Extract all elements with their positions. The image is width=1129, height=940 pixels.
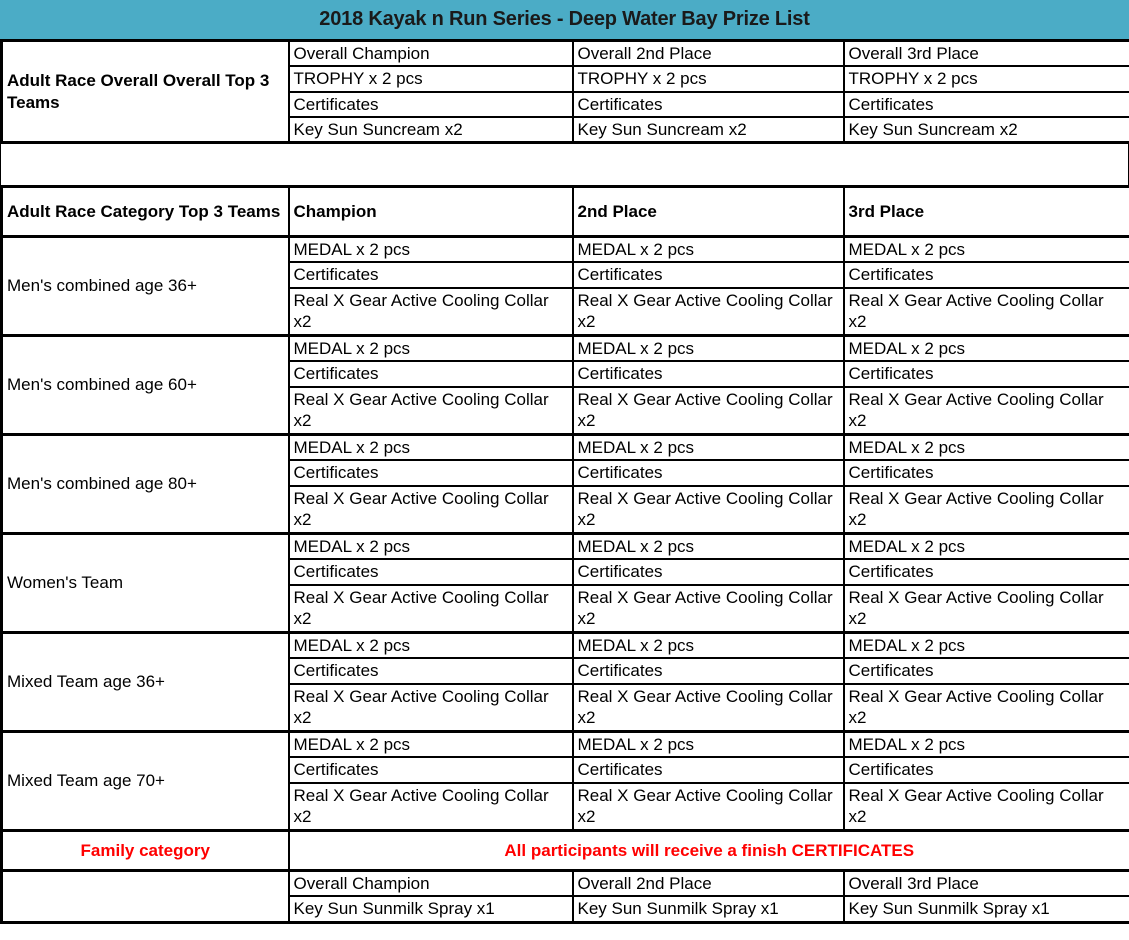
prize-cell: Certificates (844, 361, 1129, 386)
prize-cell: Certificates (844, 658, 1129, 683)
prize-cell: Certificates (844, 92, 1129, 117)
prize-cell: Certificates (289, 559, 573, 584)
category-row-label: Men's combined age 80+ (2, 435, 289, 534)
prize-cell: Real X Gear Active Cooling Collar x2 (844, 585, 1129, 633)
prize-cell: MEDAL x 2 pcs (844, 435, 1129, 461)
prize-cell: Overall 2nd Place (573, 41, 844, 67)
category-row-label: Men's combined age 36+ (2, 237, 289, 336)
column-header-3rd-place: 3rd Place (844, 187, 1129, 237)
prize-cell: Certificates (573, 361, 844, 386)
table-row (2, 871, 1129, 897)
prize-cell: MEDAL x 2 pcs (289, 534, 573, 560)
prize-cell: Certificates (573, 757, 844, 782)
overall-section-table (0, 39, 1129, 144)
category-row-label: Men's combined age 60+ (2, 336, 289, 435)
family-category-row (2, 831, 1129, 871)
prize-cell: Key Sun Suncream x2 (573, 117, 844, 143)
category-header-row (2, 187, 1129, 237)
prize-cell: Overall 3rd Place (844, 41, 1129, 67)
prize-cell: Certificates (844, 460, 1129, 485)
category-section-table (0, 185, 1129, 924)
prize-cell: MEDAL x 2 pcs (289, 732, 573, 758)
prize-cell: Real X Gear Active Cooling Collar x2 (573, 486, 844, 534)
prize-cell: Certificates (289, 460, 573, 485)
prize-cell: Overall 3rd Place (844, 871, 1129, 897)
prize-cell: Real X Gear Active Cooling Collar x2 (289, 387, 573, 435)
prize-cell: Real X Gear Active Cooling Collar x2 (573, 288, 844, 336)
prize-cell: Real X Gear Active Cooling Collar x2 (573, 585, 844, 633)
prize-cell: MEDAL x 2 pcs (573, 435, 844, 461)
prize-cell: Certificates (289, 658, 573, 683)
prize-cell: Certificates (573, 92, 844, 117)
prize-cell: MEDAL x 2 pcs (289, 435, 573, 461)
table-row (2, 633, 1129, 659)
prize-cell: Certificates (573, 460, 844, 485)
table-row (2, 41, 1129, 67)
table-row (2, 336, 1129, 362)
prize-cell: Real X Gear Active Cooling Collar x2 (844, 387, 1129, 435)
prize-cell: Real X Gear Active Cooling Collar x2 (573, 387, 844, 435)
prize-cell: Key Sun Suncream x2 (289, 117, 573, 143)
prize-cell: Certificates (573, 559, 844, 584)
table-row (2, 435, 1129, 461)
empty-label-cell (2, 871, 289, 923)
column-header-2nd-place: 2nd Place (573, 187, 844, 237)
prize-cell: Certificates (844, 262, 1129, 287)
prize-cell: Certificates (289, 262, 573, 287)
prize-cell: Key Sun Sunmilk Spray x1 (844, 896, 1129, 922)
prize-cell: MEDAL x 2 pcs (573, 534, 844, 560)
category-section-label: Adult Race Category Top 3 Teams (2, 187, 289, 237)
prize-cell: Certificates (289, 757, 573, 782)
prize-cell: Certificates (844, 757, 1129, 782)
column-header-champion: Champion (289, 187, 573, 237)
table-row (2, 534, 1129, 560)
prize-cell: Certificates (289, 361, 573, 386)
prize-cell: Certificates (573, 262, 844, 287)
prize-cell: MEDAL x 2 pcs (844, 237, 1129, 263)
prize-cell: Certificates (844, 559, 1129, 584)
prize-cell: Overall Champion (289, 41, 573, 67)
category-row-label: Mixed Team age 70+ (2, 732, 289, 831)
prize-cell: MEDAL x 2 pcs (573, 633, 844, 659)
prize-cell: Real X Gear Active Cooling Collar x2 (289, 585, 573, 633)
prize-cell: MEDAL x 2 pcs (573, 732, 844, 758)
prize-cell: Real X Gear Active Cooling Collar x2 (289, 486, 573, 534)
category-row-label: Mixed Team age 36+ (2, 633, 289, 732)
prize-cell: Key Sun Suncream x2 (844, 117, 1129, 143)
spacer-row (0, 144, 1129, 185)
page-title: 2018 Kayak n Run Series - Deep Water Bay Prize List (0, 0, 1129, 39)
prize-cell: MEDAL x 2 pcs (844, 633, 1129, 659)
prize-cell: Real X Gear Active Cooling Collar x2 (573, 684, 844, 732)
prize-cell: TROPHY x 2 pcs (844, 66, 1129, 91)
prize-cell: Key Sun Sunmilk Spray x1 (573, 896, 844, 922)
prize-cell: Real X Gear Active Cooling Collar x2 (289, 684, 573, 732)
prize-cell: Certificates (573, 658, 844, 683)
prize-cell: Key Sun Sunmilk Spray x1 (289, 896, 573, 922)
family-category-label: Family category (2, 831, 289, 871)
prize-cell: MEDAL x 2 pcs (289, 336, 573, 362)
prize-cell: MEDAL x 2 pcs (844, 336, 1129, 362)
prize-cell: MEDAL x 2 pcs (573, 336, 844, 362)
prize-cell: Real X Gear Active Cooling Collar x2 (844, 486, 1129, 534)
prize-cell: Overall 2nd Place (573, 871, 844, 897)
category-row-label: Women's Team (2, 534, 289, 633)
prize-cell: Real X Gear Active Cooling Collar x2 (573, 783, 844, 831)
overall-section-label: Adult Race Overall Overall Top 3 Teams (2, 41, 289, 143)
prize-cell: TROPHY x 2 pcs (573, 66, 844, 91)
prize-cell: Real X Gear Active Cooling Collar x2 (844, 288, 1129, 336)
prize-cell: TROPHY x 2 pcs (289, 66, 573, 91)
table-row (2, 237, 1129, 263)
prize-cell: Real X Gear Active Cooling Collar x2 (289, 783, 573, 831)
prize-cell: MEDAL x 2 pcs (289, 633, 573, 659)
prize-cell: MEDAL x 2 pcs (844, 534, 1129, 560)
prize-cell: Real X Gear Active Cooling Collar x2 (844, 684, 1129, 732)
table-row (2, 732, 1129, 758)
family-category-message: All participants will receive a finish CERTIFICATES (289, 831, 1129, 871)
prize-cell: MEDAL x 2 pcs (289, 237, 573, 263)
prize-cell: Certificates (289, 92, 573, 117)
prize-cell: MEDAL x 2 pcs (844, 732, 1129, 758)
prize-cell: Overall Champion (289, 871, 573, 897)
prize-cell: Real X Gear Active Cooling Collar x2 (844, 783, 1129, 831)
prize-cell: MEDAL x 2 pcs (573, 237, 844, 263)
prize-cell: Real X Gear Active Cooling Collar x2 (289, 288, 573, 336)
